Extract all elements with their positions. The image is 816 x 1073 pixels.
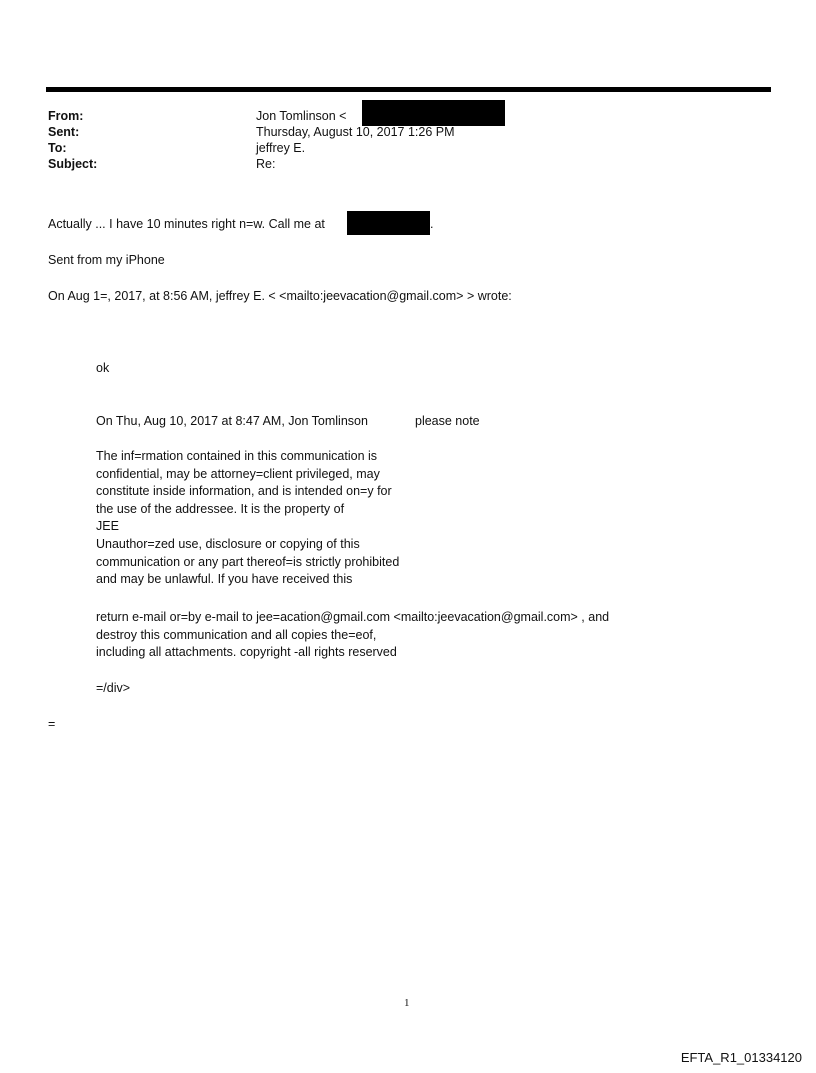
disclaimer-line: and may be unlawful. If you have received this	[96, 572, 353, 587]
document-id: EFTA_R1_01334120	[680, 1050, 802, 1065]
div-close-text: =/div>	[96, 681, 131, 695]
inner-intro-note: please note	[415, 414, 480, 428]
disclaimer-line: communication or any part thereof=is strictly prohibited	[96, 554, 400, 569]
from-label: From:	[48, 109, 84, 123]
redaction-email	[362, 100, 505, 126]
return-line: return e-mail or=by e-mail to jee=acation@gmail.com <mailto:jeevacation@gmail.com> , and	[96, 610, 610, 624]
return-notice	[96, 609, 609, 662]
return-line: destroy this communication and all copies the=eof,	[96, 627, 377, 642]
to-label: To:	[48, 141, 67, 155]
signature: Sent from my iPhone	[48, 253, 165, 267]
return-line: including all attachments. copyright -all rights reserved	[96, 645, 397, 660]
message-line: Actually ... I have 10 minutes right n=w. Call me at	[48, 217, 325, 231]
reply-text: ok	[96, 361, 110, 375]
disclaimer-line: The inf=rmation contained in this communication is	[96, 449, 378, 463]
message-line-end: .	[430, 217, 434, 231]
disclaimer-line: confidential, may be attorney=client privileged, may	[96, 466, 380, 481]
disclaimer-line: Unauthor=zed use, disclosure or copying of this	[96, 536, 360, 551]
header-rule	[46, 87, 771, 92]
redaction-phone	[347, 211, 430, 235]
disclaimer-line: JEE	[96, 519, 119, 534]
subject-value: Re:	[256, 157, 276, 171]
to-value: jeffrey E.	[256, 141, 306, 155]
inner-intro: On Thu, Aug 10, 2017 at 8:47 AM, Jon Tomlinson	[96, 414, 368, 428]
quote-intro: On Aug 1=, 2017, at 8:56 AM, jeffrey E. < <mailto:jeevacation@gmail.com> > wrote:	[48, 289, 512, 303]
from-value: Jon Tomlinson <	[256, 109, 347, 123]
disclaimer-line: the use of the addressee. It is the property of	[96, 501, 345, 516]
sent-label: Sent:	[48, 125, 80, 139]
disclaimer-line: constitute inside information, and is intended on=y for	[96, 484, 392, 499]
trailing-text: =	[48, 717, 56, 731]
sent-value: Thursday, August 10, 2017 1:26 PM	[256, 125, 455, 139]
disclaimer	[96, 448, 399, 589]
subject-label: Subject:	[48, 157, 98, 171]
page-number: 1	[404, 997, 410, 1009]
